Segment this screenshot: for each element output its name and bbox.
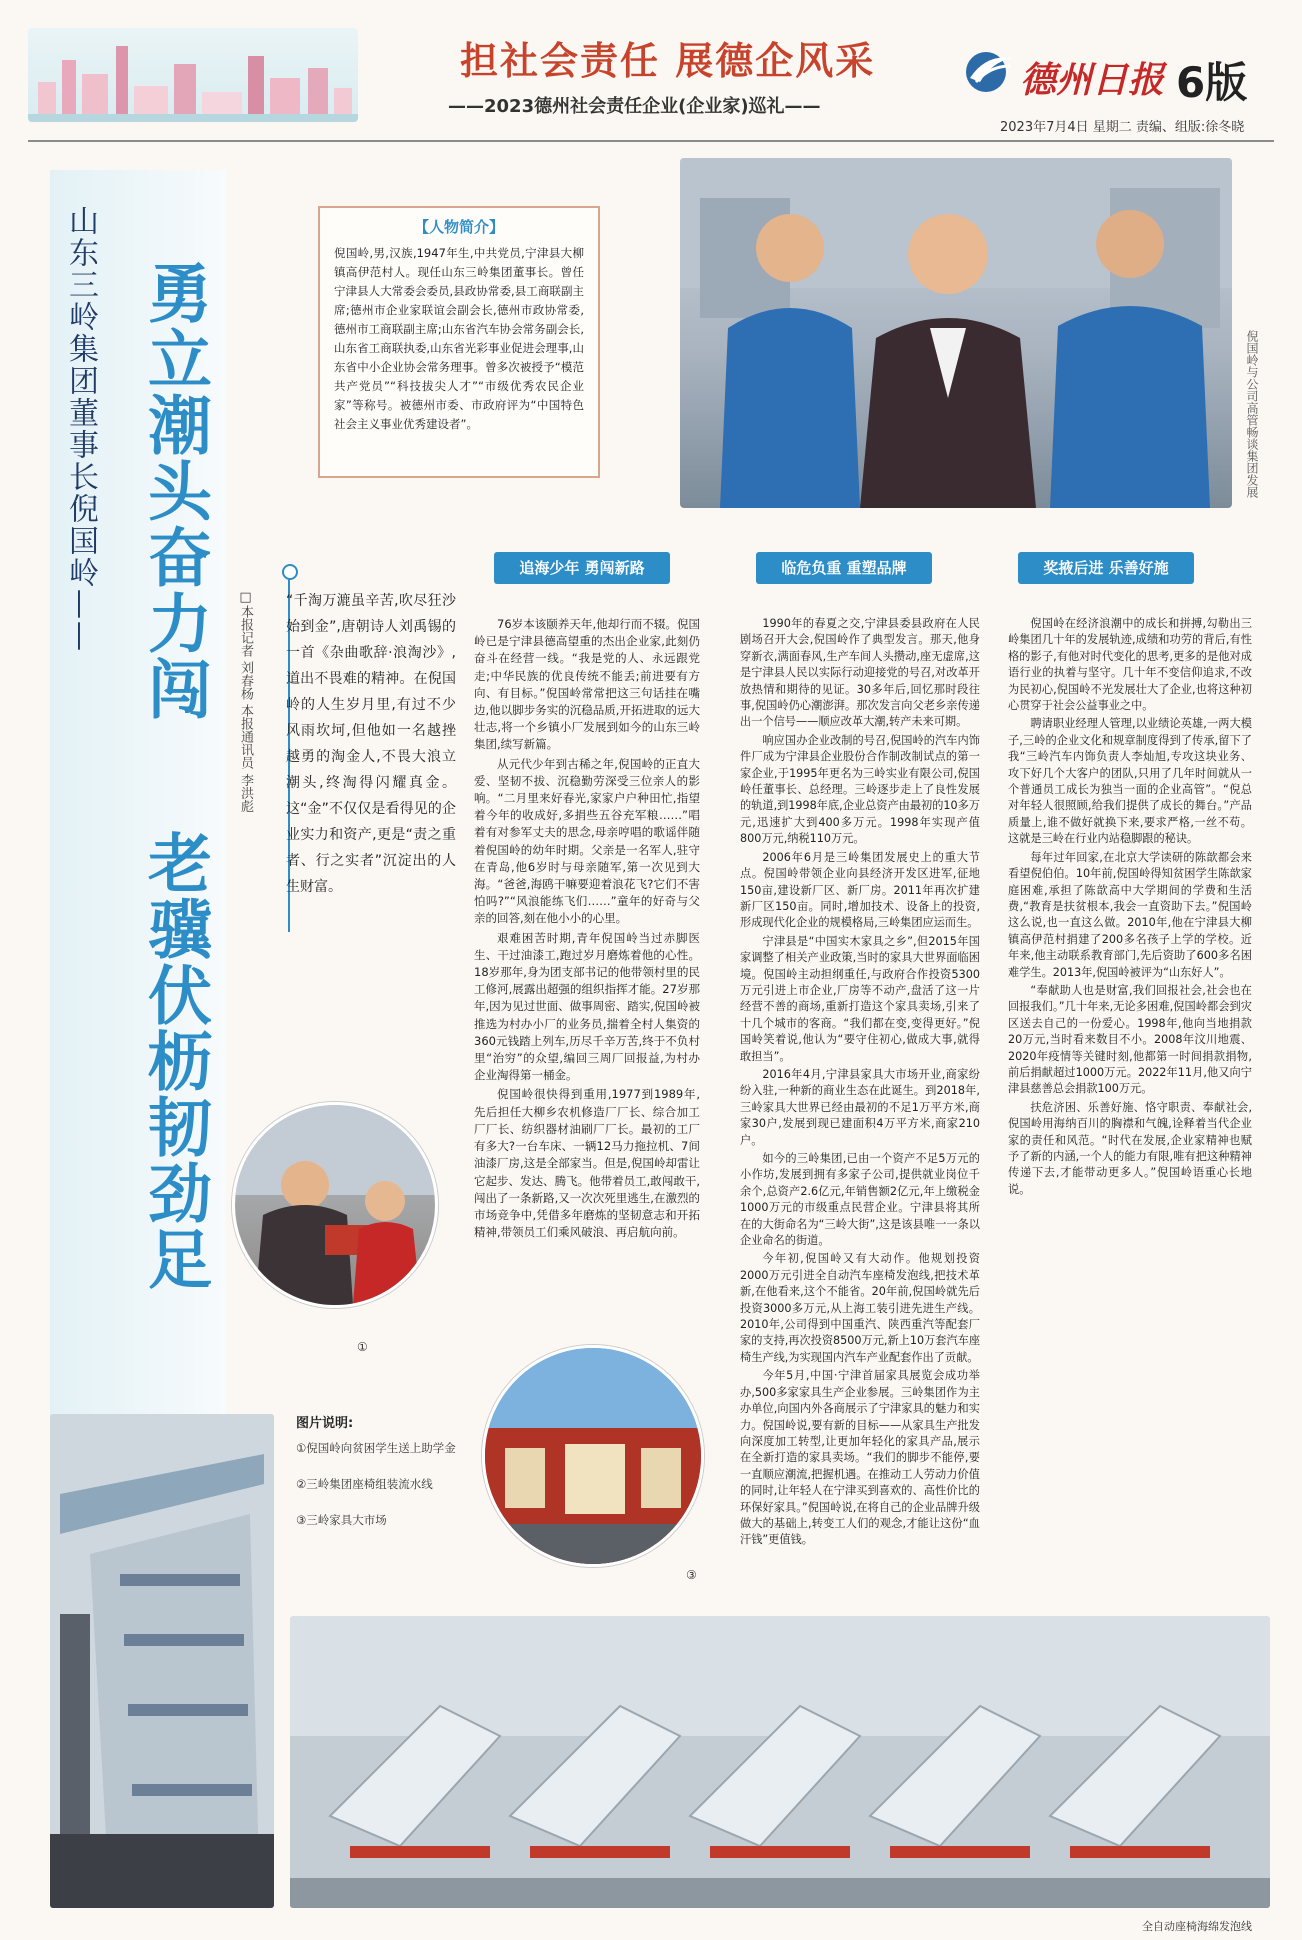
top-photo-illustration [680,158,1232,508]
quote-marker [282,564,298,580]
paragraph: 76岁本该颐养天年,他却行而不辍。倪国岭已是宁津县德高望重的杰出企业家,此刻仍奋斗在经营一线。“我是党的人、永远跟党走;中华民族的优良传统不能丢;前进要有方向、有目标。”倪国岭常常把这三句话挂在嘴边,他以脚步务实的沉稳品质,开拓进取的远大壮志,将一个乡镇小厂发展到如今的山东三岭集团,续写新篇。 [474,617,700,752]
newspaper-logo-icon [962,48,1016,94]
lead-quote: “千淘万漉虽辛苦,吹尽狂沙始到金”,唐朝诗人刘禹锡的一首《杂曲歌辞·浪淘沙》,道出不畏难的精神。在倪国岭的人生岁月里,有过不少风雨坎坷,但他如一名越挫越勇的淘金人,不畏大浪立潮头,终淘得闪耀真金。这“金”不仅仅是看得见的企业实力和资产,更是“责之重者、行之实者”沉淀出的人生财富。 [286,593,456,895]
newspaper-name: 德州日报 [1020,59,1165,101]
header-divider [28,140,1274,142]
section-2-body [740,616,980,1551]
section-1-body [474,616,700,1243]
profile-text: 倪国岭,男,汉族,1947年生,中共党员,宁津县大柳镇高伊范村人。现任山东三岭集团董事长。曾任宁津县人大常委会委员,县政协常委,县工商联副主席;德州市企业家联谊会副会长,德州市政协常委,德州市工商联副主席;山东省汽车协会常务副会长,山东省工商联执委,山东省光彩事业促进会理事,山东省中小企业协会常务理事。曾多次被授予“模范共产党员”“科技拔尖人才”“市级优秀农民企业家”等称号。被德州市委、市政府评为“中国特色社会主义事业优秀建设者”。 [334,246,584,431]
paragraph: 2016年4月,宁津县家具大市场开业,商家纷纷入驻,一种新的商业生态在此诞生。到2018年,三岭家具大世界已经由最初的不足1万平方米,商家30户,发展到现已建面积4万平方米,商家210户。 [740,1067,980,1147]
section-1-heading: 追海少年 勇闯新路 [494,552,670,584]
edition-number: 6版 [1176,58,1248,107]
paragraph: 从元代少年到古稀之年,倪国岭的正直大爱、坚韧不拔、沉稳勤劳深受三位亲人的影响。“二月里来好春光,家家户户种田忙,指望着今年的收成好,多捐些五谷充军粮……”唱着有对参军丈夫的思念,母亲哼唱的歌谣伴随着倪国岭的幼年时期。父亲是一名军人,驻守在青岛,他6岁时与母亲随军,第一次见到大海。“爸爸,海鸥干嘛要迎着浪花飞?它们不害怕吗?”“风浪能练飞们……”童年的好奇与父亲的回答,刻在他小小的心里。 [474,756,700,926]
photo-legend-item: ①倪国岭向贫困学生送上助学金 [296,1441,456,1455]
photo-2-assembly-line [50,1414,274,1908]
paragraph: “奉献助人也是财富,我们回报社会,社会也在回报我们。”几十年来,无论多困难,倪国岭都会到灾区送去自己的一份爱心。1998年,他向当地捐款20万元,当时看来数目不小。2008年汶川地震、2020年疫情等关键时刻,他都第一时间捐款捐物,前后捐献超过1000万元。2022年11月,他又向宁津县慈善总会捐款100万元。 [1008,983,1252,1096]
paragraph: 今年初,倪国岭又有大动作。他规划投资2000万元引进全自动汽车座椅发泡线,把技术革新,在他看来,这个不能省。20年前,倪国岭就先后投资3000多万元,从上海工装引进先进生产线。2010年,公司得到中国重汽、陕西重汽等配套厂家的支持,再次投资8500万元,新上10万套汽车座椅生产线,为实现国内汽车产业配套作出了贡献。 [740,1252,981,1364]
article-kicker: 山东三岭集团董事长倪国岭—— [63,205,98,653]
header-slogan: 担社会责任 展德企风采 [460,38,876,83]
paragraph: 如今的三岭集团,已由一个资产不足5万元的小作坊,发展到拥有多家子公司,提供就业岗位千余个,总资产2.6亿元,年销售额2亿元,年上缴税金1000万元的市级重点民营企业。宁津县将其所在的大街命名为“三岭大街”,这是该县唯一一条以企业命名的街道。 [740,1152,980,1248]
header-skyline-illustration [28,28,358,122]
top-photo [680,158,1232,508]
paragraph: 每年过年回家,在北京大学读研的陈歆都会来看望倪伯伯。10年前,倪国岭得知贫困学生陈歆家庭困难,承担了陈歆高中大学期间的学费和生活费,“教育是扶贫根本,我会一直资助下去。”倪国岭这么说,也一直这么做。2010年,他在宁津县大柳镇高伊范村捐建了200多名孩子上学的学校。近年来,他主动联系教育部门,先后资助了600多名困难学生。2013年,倪国岭被评为“山东好人”。 [1008,850,1252,979]
photo-3-illustration [485,1348,701,1564]
profile-title: 【人物简介】 [413,218,504,236]
headline-line-1: 勇立潮头奋力闯 [137,260,212,722]
paragraph: 1990年的春夏之交,宁津县委县政府在人民剧场召开大会,倪国岭作了典型发言。那天,他身穿新衣,满面春风,生产车间人头攒动,座无虚席,这是宁津县人民以实际行动迎接党的号召,对改革开放热情和期待的见证。30多年后,回忆那时段往事,倪国岭仍心潮澎湃。那次发言向父老乡亲传递出一个信号——顺应改革大潮,转产未来可期。 [740,617,980,729]
paragraph: 艰难困苦时期,青年倪国岭当过赤脚医生、干过油漆工,跑过岁月磨炼着他的心性。18岁那年,身为团支部书记的他带领村里的民工修河,展露出超强的组织指挥才能。27岁那年,因为见过世面、做事周密、踏实,倪国岭被推选为村办小厂的业务员,揣着全村人集资的360元钱踏上列车,历尽千辛万苦,终于不负村里“治穷”的众望,编回三周厂回报益,为村办企业淘得第一桶金。 [474,930,700,1083]
paragraph: 宁津县是“中国实木家具之乡”,但2015年国家调整了相关产业政策,当时的家具大世界面临困境。倪国岭主动担纲重任,与政府合作投资5300万元引进上市企业,厂房等不动产,盘活了这一片经营不善的商场,重新打造这个家具卖场,引来了十几个城市的客商。“我们都在变,变得更好。”倪国岭笑着说,他认为“要守住初心,做成大事,就得敢担当”。 [740,934,980,1063]
top-photo-caption: 倪国岭与公司高管畅谈集团发展 [1245,330,1259,498]
dateline: 2023年7月4日 星期二 责编、组版:徐冬晓 [1000,120,1245,135]
section-2-heading: 临危负重 重塑品牌 [756,552,932,584]
photo-1-circle [232,1102,438,1308]
photo-legend-title: 图片说明: [296,1416,354,1431]
photo-2-illustration [50,1414,274,1908]
paragraph: 倪国岭很快得到重用,1977到1989年,先后担任大柳乡农机修造厂厂长、综合加工厂厂长、纺织器材油刷厂厂长。最初的工厂有多大?一台车床、一辆12马力拖拉机、7间油漆厂房,这是全部家当。但是,倪国岭却雷让它起步、发达、腾飞。他带着员工,敢闯敢干,闯出了一条新路,又一次次死里逃生,在激烈的市场竞争中,凭借多年磨炼的坚韧意志和开拓精神,带领员工们乘风破浪、再启航向前。 [474,1087,700,1240]
byline: □本报记者 刘春杨 本报通讯员 李洪彪 [238,590,253,813]
photo-1-number: ① [357,1340,368,1354]
paragraph: 2006年6月是三岭集团发展史上的重大节点。倪国岭带领企业向县经济开发区进军,征地150亩,建设新厂区、新厂房。2011年再次扩建新厂区150亩。同时,增加技术、设备上的投资,形成现代化企业的规模格局,三岭集团应运而生。 [740,850,980,930]
photo-3-circle [482,1345,704,1567]
page-header [0,0,1302,140]
bottom-photo-illustration [290,1616,1270,1908]
section-3-body [1008,616,1252,1200]
paragraph: 聘请职业经理人管理,以业绩论英雄,一两大模子,三岭的企业文化和规章制度得到了传承,留下了我“三岭汽车内饰负责人李灿旭,专攻这块业务、攻下好几个大客户的团队,只用了几年时间就从一个普通员工成长为独当一面的企业高管”。“倪总对年轻人很照顾,给我们提供了成长的舞台。”产品质量上,谁不做好就换下来,要求严格,一丝不苟。这就是三岭在行业内站稳脚跟的秘诀。 [1008,717,1252,846]
paragraph: 倪国岭在经济浪潮中的成长和拼搏,勾勒出三岭集团几十年的发展轨迹,成绩和功劳的背后,有性格的影子,有他对时代变化的思考,更多的是他对成语行业的执着与坚守。几十年不变信仰追求,不改为民初心,倪国岭不光发展壮大了企业,也将这种初心贯穿于社会公益事业之中。 [1008,617,1252,713]
photo-1-illustration [235,1105,435,1305]
photo-3-number: ③ [686,1568,697,1582]
bottom-photo-caption: 全自动座椅海绵发泡线 [1142,1920,1252,1933]
photo-legend-item: ③三岭家具大市场 [296,1513,387,1527]
header-subslogan: ——2023德州社会责任企业(企业家)巡礼—— [448,96,821,117]
headline-line-2: 老骥伏枥韧劲足 [137,830,212,1292]
paragraph: 扶危济困、乐善好施、恪守职责、奉献社会,倪国岭用海纳百川的胸襟和气魄,诠释着当代企业家的责任和风范。“时代在发展,企业家精神也赋予了新的内涵,一个人的能力有限,唯有把这种精神传递下去,才能带动更多人。”倪国岭语重心长地说。 [1008,1100,1252,1196]
bottom-photo-foam-line [290,1616,1270,1908]
paragraph: 响应国办企业改制的号召,倪国岭的汽车内饰件厂成为宁津县企业股份合作制改制试点的第一家企业,于1995年更名为三岭实业有限公司,倪国岭任董事长、总经理。三岭逐步走上了良性发展的轨道,到1998年底,企业总资产由最初的10多万元,迅速扩大到400多万元。1998年实现产值800万元,纳税110万元。 [740,733,981,846]
paragraph: 今年5月,中国·宁津首届家具展览会成功举办,500多家家具生产企业参展。三岭集团作为主办单位,向国内外各商展示了宁津家具的魅力和实力。倪国岭说,要有新的目标——从家具生产批发向深度加工转型,让更加年轻化的家具产品,展示在全新打造的家具卖场。“我们的脚步不能停,要一直顺应潮流,把握机遇。在推动工人劳动力价值的同时,让年轻人在宁津买到喜欢的、高性价比的环保好家具。”倪国岭说,在将自己的企业品牌升级做大的基础上,转变工人们的观念,才能让这份“血汗钱”更值钱。 [740,1369,980,1547]
profile-box [318,206,600,478]
photo-legend-item: ②三岭集团座椅组装流水线 [296,1477,433,1491]
section-3-heading: 奖掖后进 乐善好施 [1018,552,1194,584]
